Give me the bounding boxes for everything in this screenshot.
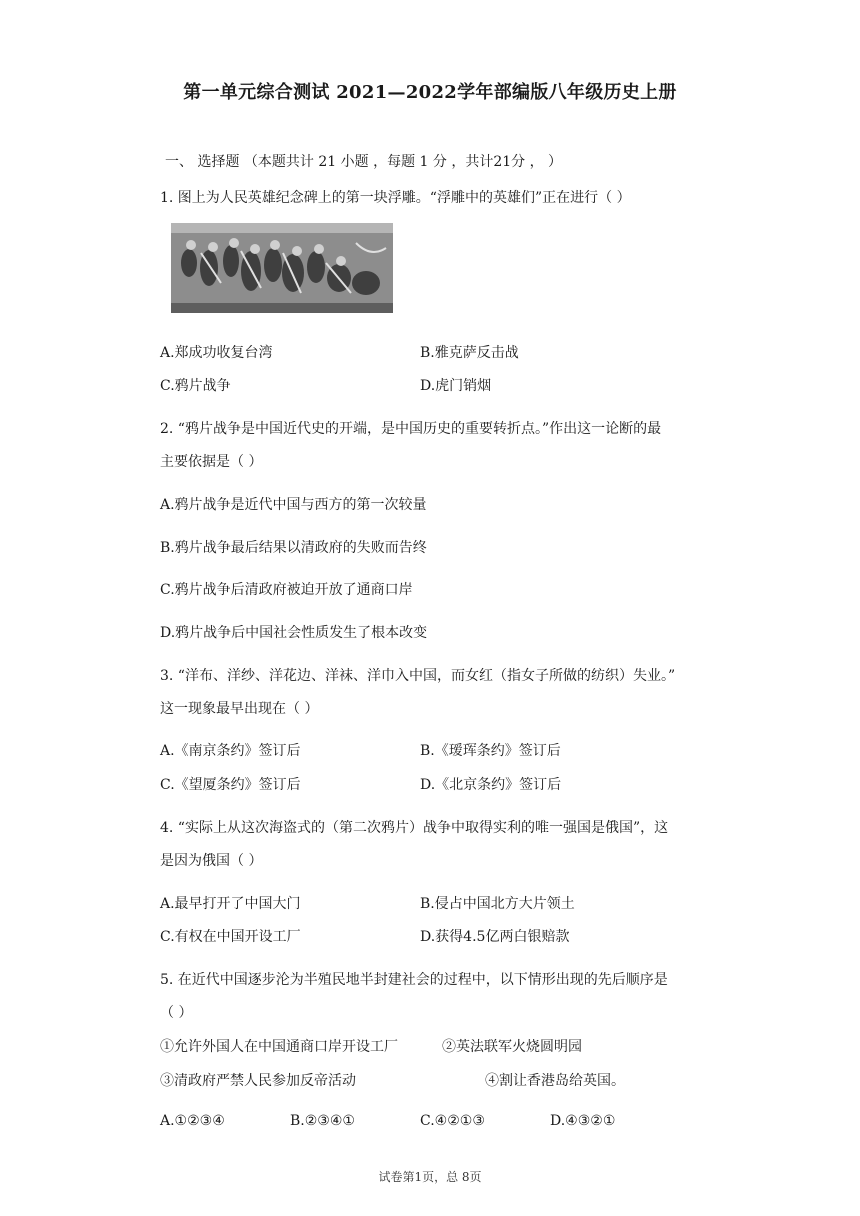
q1-option-a: A.郑成功收复台湾: [160, 345, 273, 361]
q5-item-4: ④割让香港岛给英国。: [485, 1073, 625, 1089]
q5-option-a: A.①②③④: [160, 1113, 225, 1129]
question-2-stem-line2: 主要依据是（ ）: [160, 454, 263, 470]
page-footer: 试卷第1页，总 8页: [378, 1170, 482, 1184]
q1-option-d: D.虎门销烟: [420, 378, 492, 394]
question-2-stem-line1: 2. “鸦片战争是中国近代史的开端，是中国历史的重要转折点。”作出这一论断的最: [160, 421, 662, 437]
q5-item-1: ①允许外国人在中国通商口岸开设工厂: [160, 1039, 398, 1055]
q5-option-d: D.④③②①: [550, 1113, 616, 1129]
q5-option-c: C.④②①③: [420, 1113, 485, 1129]
relief-sculpture-drawing: [171, 223, 393, 313]
question-5-stem-line2: （ ）: [160, 1005, 193, 1021]
q4-option-c: C.有权在中国开设工厂: [160, 929, 301, 945]
q3-option-a: A.《南京条约》签订后: [160, 743, 301, 759]
q4-option-b: B.侵占中国北方大片领土: [420, 896, 575, 912]
question-5-stem-line1: 5. 在近代中国逐步沦为半殖民地半封建社会的过程中，以下情形出现的先后顺序是: [160, 972, 668, 988]
q3-option-d: D.《北京条约》签订后: [420, 777, 562, 793]
question-1-stem: 1. 图上为人民英雄纪念碑上的第一块浮雕。“浮雕中的英雄们”正在进行（ ）: [160, 190, 631, 206]
q5-item-3: ③清政府严禁人民参加反帝活动: [160, 1073, 356, 1089]
question-3-stem-line1: 3. “洋布、洋纱、洋花边、洋袜、洋巾入中国，而女红（指女子所做的纺织）失业。”: [160, 668, 676, 684]
relief-sculpture-image: [171, 223, 393, 313]
q1-option-b: B.雅克萨反击战: [420, 345, 519, 361]
q2-option-b: B.鸦片战争最后结果以清政府的失败而告终: [160, 540, 427, 556]
q3-option-c: C.《望厦条约》签订后: [160, 777, 301, 793]
q3-option-b: B.《瑷珲条约》签订后: [420, 743, 561, 759]
q2-option-a: A.鸦片战争是近代中国与西方的第一次较量: [160, 497, 427, 513]
q2-option-d: D.鸦片战争后中国社会性质发生了根本改变: [160, 625, 428, 641]
section-heading: 一、 选择题 （本题共计 21 小题 ，每题 1 分 ，共计21分 ， ）: [165, 154, 563, 170]
question-3-stem-line2: 这一现象最早出现在（ ）: [160, 701, 319, 717]
q5-item-2: ②英法联军火烧圆明园: [442, 1039, 582, 1055]
question-4-stem-line2: 是因为俄国（ ）: [160, 853, 263, 869]
q2-option-c: C.鸦片战争后清政府被迫开放了通商口岸: [160, 582, 413, 598]
q4-option-a: A.最早打开了中国大门: [160, 896, 301, 912]
question-4-stem-line1: 4. “实际上从这次海盗式的（第二次鸦片）战争中取得实利的唯一强国是俄国”，这: [160, 820, 669, 836]
q4-option-d: D.获得4.5亿两白银赔款: [420, 929, 570, 945]
q1-option-c: C.鸦片战争: [160, 378, 231, 394]
page-title: 第一单元综合测试 2021—2022学年部编版八年级历史上册: [183, 82, 677, 103]
q5-option-b: B.②③④①: [290, 1113, 355, 1129]
